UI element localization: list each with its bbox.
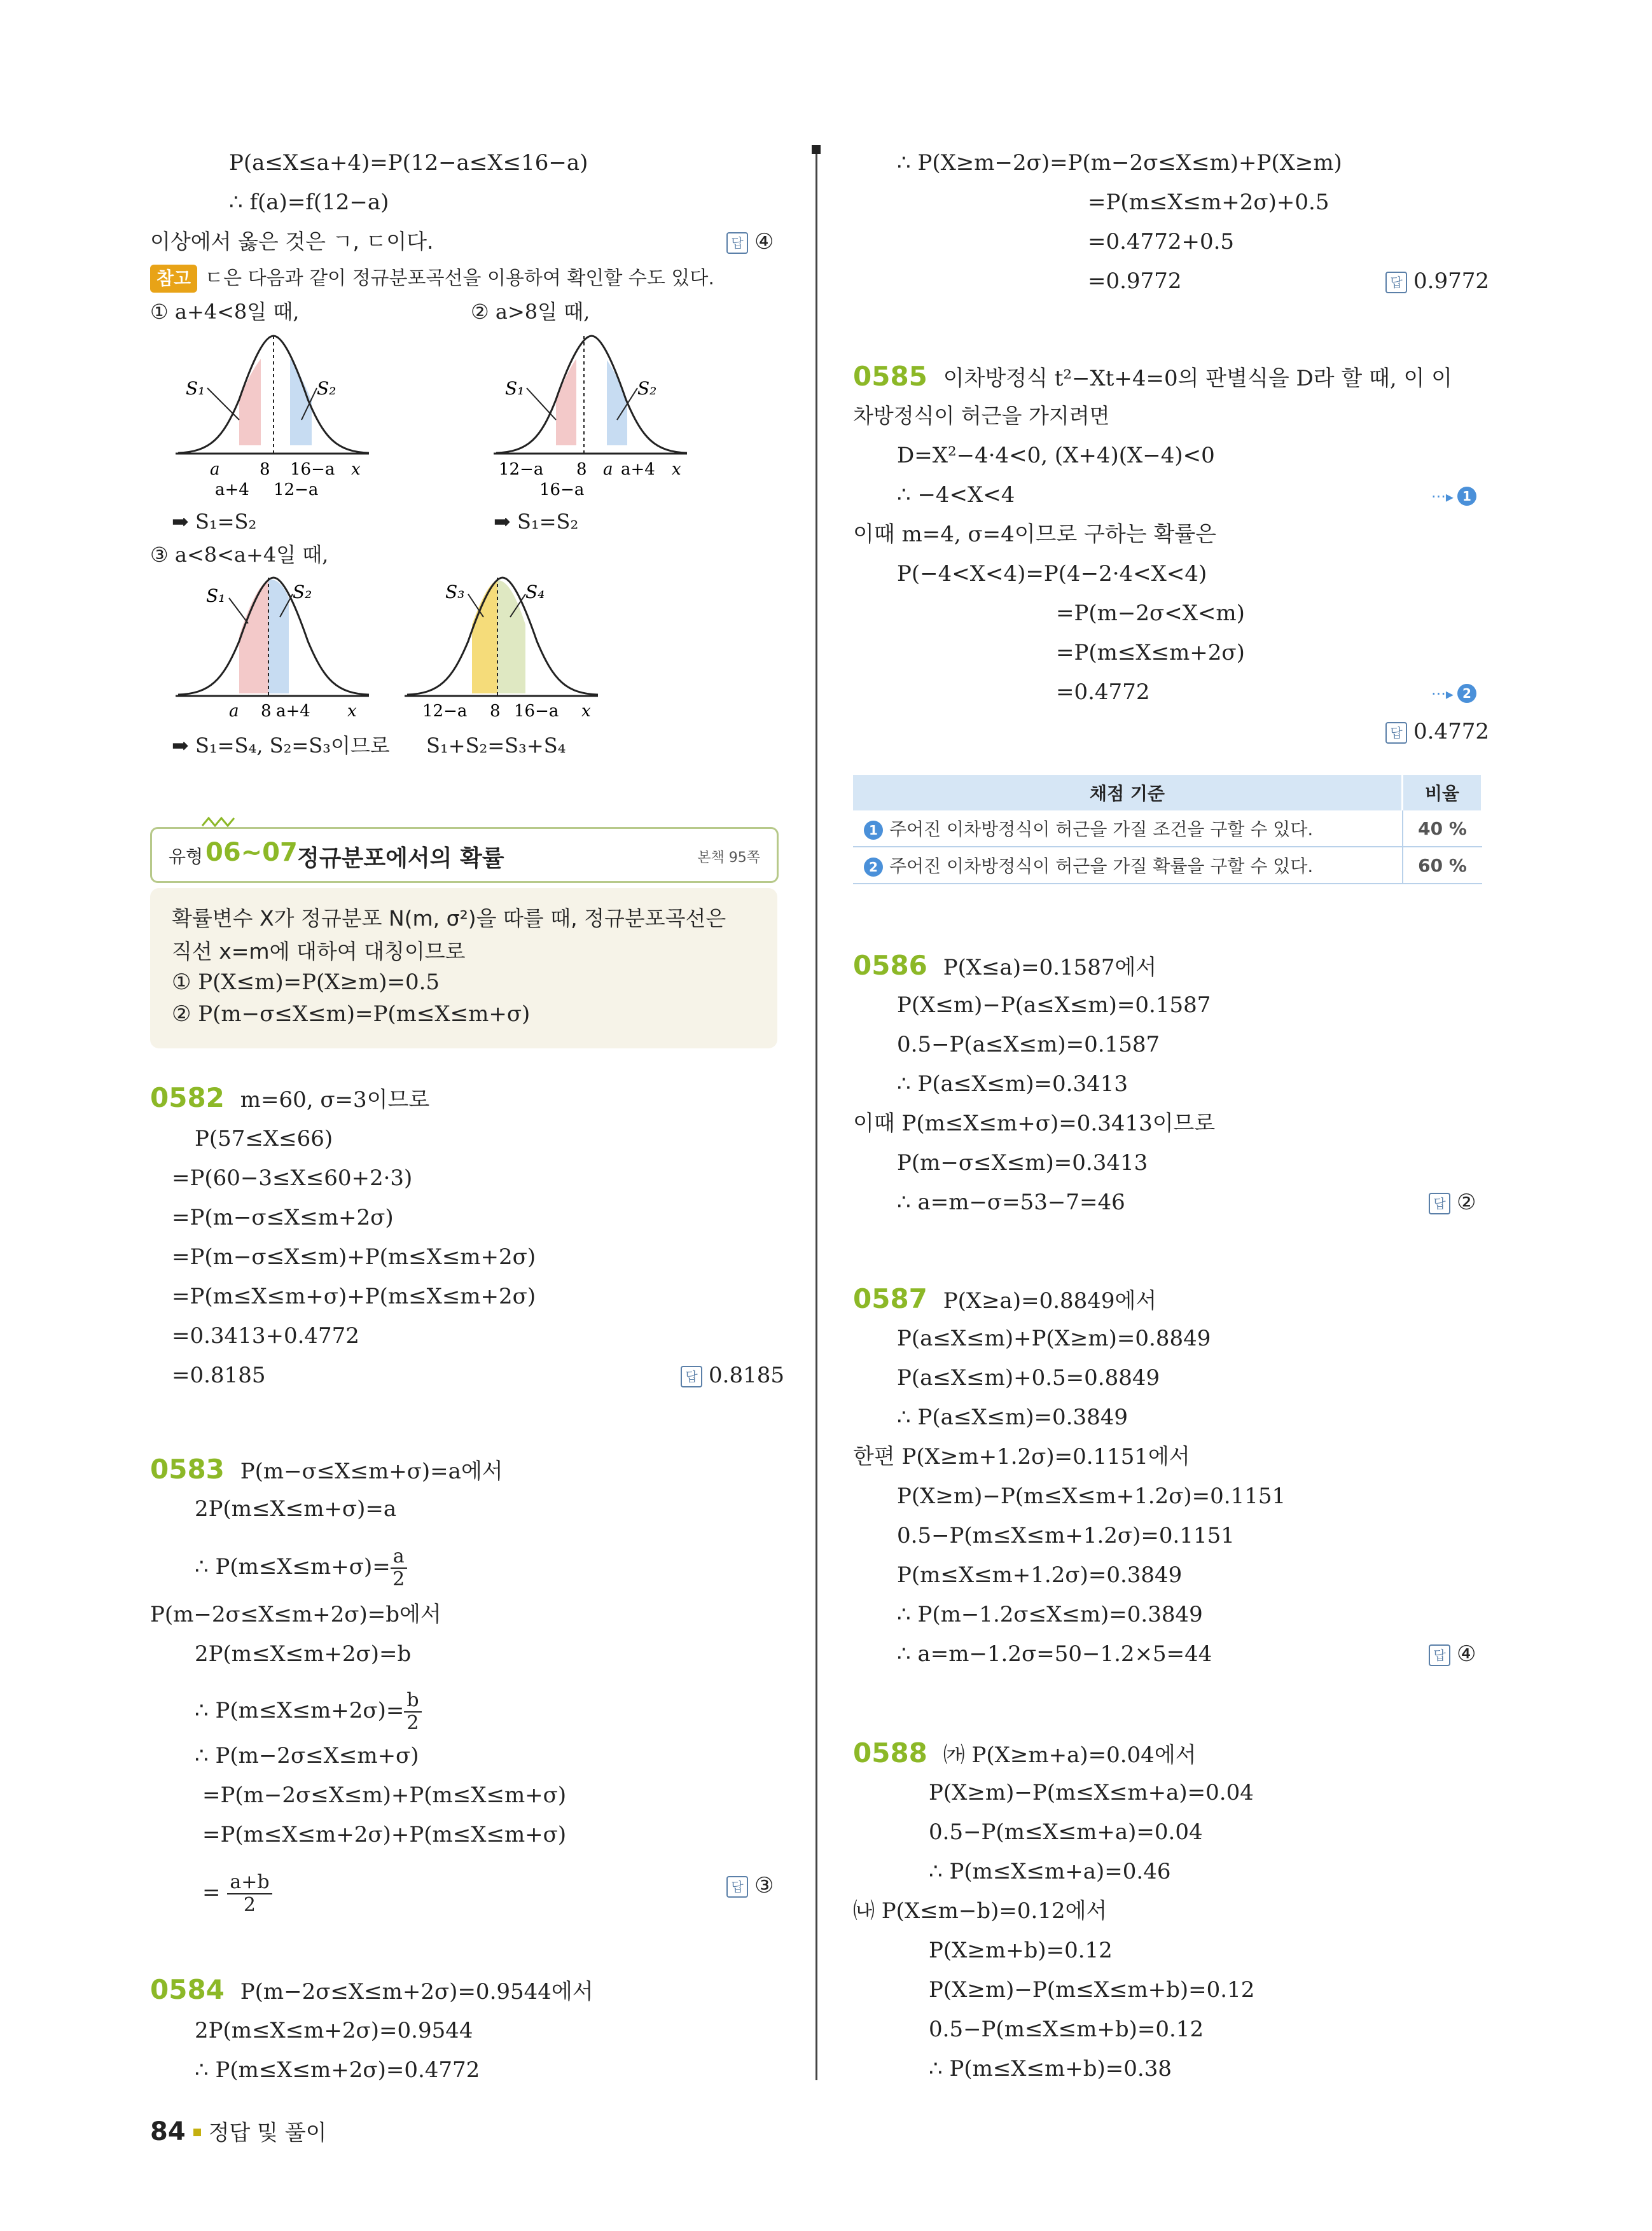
p582-line: =0.3413+0.4772 xyxy=(172,1323,359,1349)
p586-line: 이때 P(m≤X≤m+σ)=0.3413이므로 xyxy=(853,1111,1216,1136)
g2-t3: a xyxy=(603,460,613,479)
g3-t4: x xyxy=(347,702,357,721)
g1-b2: 12−a xyxy=(274,480,319,499)
g4-t2: 8 xyxy=(490,702,501,721)
answer-icon: 답 xyxy=(1429,1193,1450,1214)
g4-s1: S₃ xyxy=(445,581,465,602)
right-line-1: ∴ P(X≥m−2σ)=P(m−2σ≤X≤m)+P(X≥m) xyxy=(897,150,1342,176)
p587-line: P(m≤X≤m+1.2σ)=0.3849 xyxy=(897,1562,1183,1588)
g1-t3: 16−a xyxy=(290,460,335,479)
p583-line: ∴ P(m≤X≤m+σ)= $\frac{a}{2}$ xyxy=(195,1546,407,1590)
page-footer xyxy=(150,2115,327,2146)
p588-line: P(X≥m+b)=0.12 xyxy=(929,1938,1113,1963)
p582-line: =P(m−σ≤X≤m+2σ) xyxy=(172,1205,394,1230)
case-1-result: ➡ S₁=S₂ xyxy=(172,510,257,534)
type-body-2: 직선 x=m에 대하여 대칭이므로 xyxy=(172,939,466,964)
g1-b1: a+4 xyxy=(215,480,249,499)
answer-0582: 답 0.8185 xyxy=(681,1363,784,1388)
problem-0582-header: 0582 m=60, σ=3이므로 xyxy=(150,1082,430,1113)
problem-0588-header: 0588 ㈎ P(X≥m+a)=0.04에서 xyxy=(853,1737,1197,1769)
p582-line: =P(m−σ≤X≤m)+P(m≤X≤m+2σ) xyxy=(172,1244,536,1270)
type-box xyxy=(150,827,777,1048)
p585-line: =P(m≤X≤m+2σ) xyxy=(1056,640,1245,665)
answer-icon: 답 xyxy=(726,232,748,254)
p587-line: P(a≤X≤m)+0.5=0.8849 xyxy=(897,1365,1160,1391)
g2-t5: x xyxy=(672,460,681,479)
case-3-result: ➡ S₁=S₄, S₂=S₃이므로 xyxy=(172,733,390,758)
g3-s1: S₁ xyxy=(206,585,226,606)
p586-line: P(m−σ≤X≤m)=0.3413 xyxy=(897,1150,1148,1176)
type-body-4: ② P(m−σ≤X≤m)=P(m≤X≤m+σ) xyxy=(172,1001,531,1027)
p587-line: ∴ P(m−1.2σ≤X≤m)=0.3849 xyxy=(897,1602,1203,1627)
problem-0586-header: 0586 P(X≤a)=0.1587에서 xyxy=(853,950,1157,981)
step-mark-1: ···▸ 1 xyxy=(1431,482,1476,510)
answer-0584: 답 0.9772 xyxy=(1385,268,1489,294)
step-mark-2: ···▸ 2 xyxy=(1431,679,1476,707)
divider-marker xyxy=(812,145,821,154)
problem-number: 0588 xyxy=(853,1737,927,1769)
type-header xyxy=(150,827,779,883)
g4-t3: 16−a xyxy=(514,702,559,721)
p583-line: 2P(m≤X≤m+σ)=a xyxy=(195,1496,397,1522)
case-2-label: ② a>8일 때, xyxy=(471,300,590,324)
p585-line: ∴ −4<X<4 xyxy=(897,482,1015,508)
problem-number: 0587 xyxy=(853,1283,927,1314)
problem-number: 0584 xyxy=(150,1974,225,2005)
problem-number: 0586 xyxy=(853,950,927,981)
note-text: ㄷ은 다음과 같이 정규분포곡선을 이용하여 확인할 수도 있다. xyxy=(205,267,714,289)
answer-0586: 답 ② xyxy=(1429,1190,1476,1215)
answer-0585: 답 0.4772 xyxy=(1385,719,1489,744)
p582-line: P(57≤X≤66) xyxy=(195,1126,333,1151)
problem-number: 0582 xyxy=(150,1082,225,1113)
note-tag: 참고 xyxy=(150,265,197,293)
p583-line: P(m−2σ≤X≤m+2σ)=b에서 xyxy=(150,1602,441,1627)
p588-line: ∴ P(m≤X≤m+b)=0.38 xyxy=(929,2056,1172,2082)
p583-line: ∴ P(m−2σ≤X≤m+σ) xyxy=(195,1743,419,1769)
g3-t1: a xyxy=(229,702,239,721)
p582-line: =P(m≤X≤m+σ)+P(m≤X≤m+2σ) xyxy=(172,1284,536,1309)
type-body xyxy=(150,888,777,1048)
normal-curve-graph-1 xyxy=(172,324,375,503)
p585-line: 이때 m=4, σ=4이므로 구하는 확률은 xyxy=(853,522,1217,547)
p586-line: ∴ P(a≤X≤m)=0.3413 xyxy=(897,1071,1128,1097)
p585-line: 차방정식이 허근을 가지려면 xyxy=(853,403,1110,428)
left-line-3: 이상에서 옳은 것은 ㄱ, ㄷ이다. xyxy=(150,229,434,254)
g3-s2: S₂ xyxy=(293,581,312,602)
p588-line: ㈏ P(X≤m−b)=0.12에서 xyxy=(853,1898,1107,1924)
footer-text: 정답 및 풀이 xyxy=(208,2120,327,2146)
g1-t2: 8 xyxy=(260,460,270,479)
problem-0584-header: 0584 P(m−2σ≤X≤m+2σ)=0.9544에서 xyxy=(150,1974,593,2005)
g4-t1: 12−a xyxy=(422,702,468,721)
p582-line: =P(60−3≤X≤60+2·3) xyxy=(172,1165,413,1191)
p587-line: 한편 P(X≥m+1.2σ)=0.1151에서 xyxy=(853,1444,1190,1470)
normal-curve-graph-3 xyxy=(172,566,375,725)
left-line-1: P(a≤X≤a+4)=P(12−a≤X≤16−a) xyxy=(229,150,588,176)
g2-t2: 8 xyxy=(576,460,587,479)
table-row: 1 주어진 이차방정식이 허근을 가질 조건을 구할 수 있다. 40 % xyxy=(853,810,1482,847)
p588-line: 0.5−P(m≤X≤m+a)=0.04 xyxy=(929,1819,1203,1845)
answer-icon: 답 xyxy=(1385,722,1407,744)
p587-line: P(X≥m)−P(m≤X≤m+1.2σ)=0.1151 xyxy=(897,1484,1286,1509)
p587-line: ∴ P(a≤X≤m)=0.3849 xyxy=(897,1405,1128,1430)
table-row: 2 주어진 이차방정식이 허근을 가질 확률을 구할 수 있다. 60 % xyxy=(853,847,1482,884)
p584-line: 2P(m≤X≤m+2σ)=0.9544 xyxy=(195,2018,473,2043)
answer-icon: 답 xyxy=(1429,1644,1450,1666)
type-ref: 본책 95쪽 xyxy=(697,850,760,866)
g4-t4: x xyxy=(581,702,591,721)
g2-s2: S₂ xyxy=(637,378,657,399)
g1-s1: S₁ xyxy=(186,378,205,399)
p584-line: ∴ P(m≤X≤m+2σ)=0.4772 xyxy=(195,2057,480,2083)
problem-0585-header: 0585 이차방정식 t²−Xt+4=0의 판별식을 D라 할 때, 이 이 xyxy=(853,361,1452,392)
right-line-2: =P(m≤X≤m+2σ)+0.5 xyxy=(1088,190,1329,215)
scoring-table xyxy=(853,775,1483,884)
type-code: 06~07 xyxy=(205,838,298,867)
p585-line: D=X²−4·4<0, (X+4)(X−4)<0 xyxy=(897,443,1215,468)
p583-line: =P(m−2σ≤X≤m)+P(m≤X≤m+σ) xyxy=(202,1783,567,1808)
g2-b1: 16−a xyxy=(539,480,585,499)
p588-line: ∴ P(m≤X≤m+a)=0.46 xyxy=(929,1859,1171,1884)
case-3-label: ③ a<8<a+4일 때, xyxy=(150,543,329,567)
type-label: 유형 xyxy=(169,846,204,867)
p587-line: P(a≤X≤m)+P(X≥m)=0.8849 xyxy=(897,1326,1211,1351)
p588-line: P(X≥m)−P(m≤X≤m+b)=0.12 xyxy=(929,1977,1255,2003)
answer-icon: 답 xyxy=(726,1876,748,1898)
problem-0583-header: 0583 P(m−σ≤X≤m+σ)=a에서 xyxy=(150,1454,503,1485)
p586-line: 0.5−P(a≤X≤m)=0.1587 xyxy=(897,1032,1160,1057)
answer-0583: 답 ③ xyxy=(726,1873,774,1898)
problem-0587-header: 0587 P(X≥a)=0.8849에서 xyxy=(853,1283,1157,1314)
normal-curve-graph-4 xyxy=(401,566,604,725)
g1-t1: a xyxy=(210,460,220,479)
p582-line: =0.8185 xyxy=(172,1363,266,1388)
problem-number: 0585 xyxy=(853,361,927,392)
page-number: 84 xyxy=(150,2117,186,2146)
g3-t3: a+4 xyxy=(276,702,310,721)
g1-s2: S₂ xyxy=(317,378,337,399)
answer-icon: 답 xyxy=(681,1366,702,1387)
p583-line: ∴ P(m≤X≤m+2σ)= $\frac{b}{2}$ xyxy=(195,1690,422,1734)
p587-line: 0.5−P(m≤X≤m+1.2σ)=0.1151 xyxy=(897,1523,1235,1548)
p583-line: 2P(m≤X≤m+2σ)=b xyxy=(195,1641,412,1667)
g3-t2: 8 xyxy=(261,702,272,721)
p586-line: P(X≤m)−P(a≤X≤m)=0.1587 xyxy=(897,992,1211,1018)
p585-line: =0.4772 xyxy=(1056,679,1150,705)
right-line-3: =0.4772+0.5 xyxy=(1088,229,1235,254)
column-divider xyxy=(816,146,817,2080)
p588-line: P(X≥m)−P(m≤X≤m+a)=0.04 xyxy=(929,1780,1254,1805)
case-1-label: ① a+4<8일 때, xyxy=(150,300,300,324)
answer-0587: 답 ④ xyxy=(1429,1641,1476,1667)
right-line-4: =0.9772 xyxy=(1088,268,1182,294)
type-body-1: 확률변수 X가 정규분포 N(m, σ²)을 따를 때, 정규분포곡선은 xyxy=(172,906,726,931)
score-header-criteria: 채점 기준 xyxy=(853,775,1403,810)
p583-line: =P(m≤X≤m+2σ)+P(m≤X≤m+σ) xyxy=(202,1822,567,1847)
p587-line: ∴ a=m−1.2σ=50−1.2×5=44 xyxy=(897,1641,1212,1667)
answer-icon: 답 xyxy=(1385,272,1407,293)
note-line xyxy=(150,265,714,293)
problem-number: 0583 xyxy=(150,1454,225,1485)
normal-curve-graph-2 xyxy=(490,324,693,503)
answer-left-3: 답 ④ xyxy=(726,229,774,254)
g4-s2: S₄ xyxy=(525,581,545,602)
case-3-result-b: S₁+S₂=S₃+S₄ xyxy=(426,733,566,758)
g2-s1: S₁ xyxy=(505,378,525,399)
p588-line: 0.5−P(m≤X≤m+b)=0.12 xyxy=(929,2017,1204,2042)
score-header-ratio: 비율 xyxy=(1403,775,1482,810)
g1-t4: x xyxy=(351,460,361,479)
type-title: 정규분포에서의 확률 xyxy=(297,845,504,872)
g2-t4: a+4 xyxy=(621,460,655,479)
case-2-result: ➡ S₁=S₂ xyxy=(494,510,579,534)
p583-line: = $\frac{a+b}{2}$ xyxy=(202,1872,272,1916)
type-body-3: ① P(X≤m)=P(X≥m)=0.5 xyxy=(172,970,440,995)
p585-line: =P(m−2σ<X<m) xyxy=(1056,601,1245,626)
g2-t1: 12−a xyxy=(499,460,544,479)
p585-line: P(−4<X<4)=P(4−2·4<X<4) xyxy=(897,561,1207,587)
left-line-2: ∴ f(a)=f(12−a) xyxy=(229,190,389,215)
p586-line: ∴ a=m−σ=53−7=46 xyxy=(897,1190,1125,1215)
wave-icon xyxy=(201,814,239,828)
